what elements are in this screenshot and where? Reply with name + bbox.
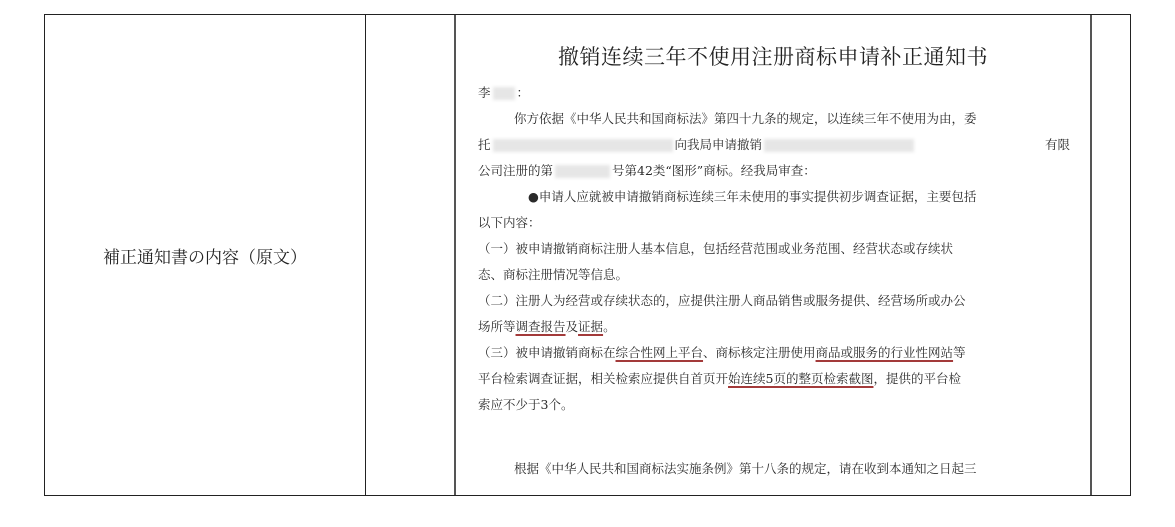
item3-line3: 索应不少于3个。 <box>478 397 574 412</box>
redaction <box>555 165 610 178</box>
item2-line2 <box>478 319 616 335</box>
closing-line: 根据《中华人民共和国商标法实施条例》第十八条的规定，请在收到本通知之日起三 <box>514 461 977 476</box>
item3-underlined-screenshots: 始连续5页的整页检索截图 <box>728 371 874 386</box>
item2-underlined-evidence: 证据 <box>578 319 604 334</box>
item1-line2: 态、商标注册情况等信息。 <box>478 267 629 282</box>
p1-l2-part-c: 有限 <box>1044 137 1070 152</box>
document-title: 撤销连续三年不使用注册商标申请补正通知书 <box>558 45 988 69</box>
paragraph1-line2 <box>478 137 1070 153</box>
item3-text-e: 等 <box>953 345 966 360</box>
p1-l2-part-a: 托 <box>478 137 491 152</box>
column-divider <box>365 15 366 495</box>
redaction <box>764 139 914 152</box>
item2-text-e: 。 <box>603 319 616 334</box>
p1-l3-part-b: 号第42类“图形”商标。经我局审查： <box>612 163 816 178</box>
bullet-line2: 以下内容： <box>478 215 541 230</box>
item3-text-h: ，提供的平台检 <box>873 371 961 386</box>
item3-line2 <box>478 371 961 387</box>
paragraph1-line3 <box>478 163 816 179</box>
item2-text-c: 及 <box>565 319 579 334</box>
item3-text-c: 、商标核定注册使用 <box>703 345 816 360</box>
redaction <box>493 139 673 152</box>
paragraph1-line1: 你方依据《中华人民共和国商标法》第四十九条的规定，以连续三年不使用为由，委 <box>514 111 977 126</box>
notice-document-image <box>454 15 1092 495</box>
p1-l3-part-a: 公司注册的第 <box>478 163 554 178</box>
item2-text-a: 场所等 <box>478 319 516 334</box>
redaction <box>493 87 515 100</box>
content-table <box>44 14 1131 496</box>
salutation-name: 李 <box>478 85 491 100</box>
bullet-line1: ●申请人应就被申请撤销商标连续三年未使用的事实提供初步调查证据，主要包括 <box>528 189 977 204</box>
salutation <box>478 85 529 101</box>
item3-text-a: （三）被申请撤销商标在 <box>478 345 616 360</box>
left-cell-label: 補正通知書の内容（原文） <box>103 247 307 268</box>
item3-underlined-platform: 综合性网上平台 <box>615 345 704 360</box>
p1-l2-part-b: 向我局申请撤销 <box>674 137 763 152</box>
item3-text-f: 平台检索调查证据，相关检索应提供自首页开 <box>478 371 729 386</box>
item2-line1: （二）注册人为经营或存续状态的，应提供注册人商品销售或服务提供、经营场所或办公 <box>478 293 966 308</box>
salutation-suffix: ： <box>516 85 530 100</box>
item3-line1 <box>478 345 966 361</box>
item2-underlined-report: 调查报告 <box>515 319 566 334</box>
item3-underlined-industry-site: 商品或服务的行业性网站 <box>815 345 954 360</box>
item1-line1: （一）被申请撤销商标注册人基本信息，包括经营范围或业务范围、经营状态或存续状 <box>478 241 954 256</box>
